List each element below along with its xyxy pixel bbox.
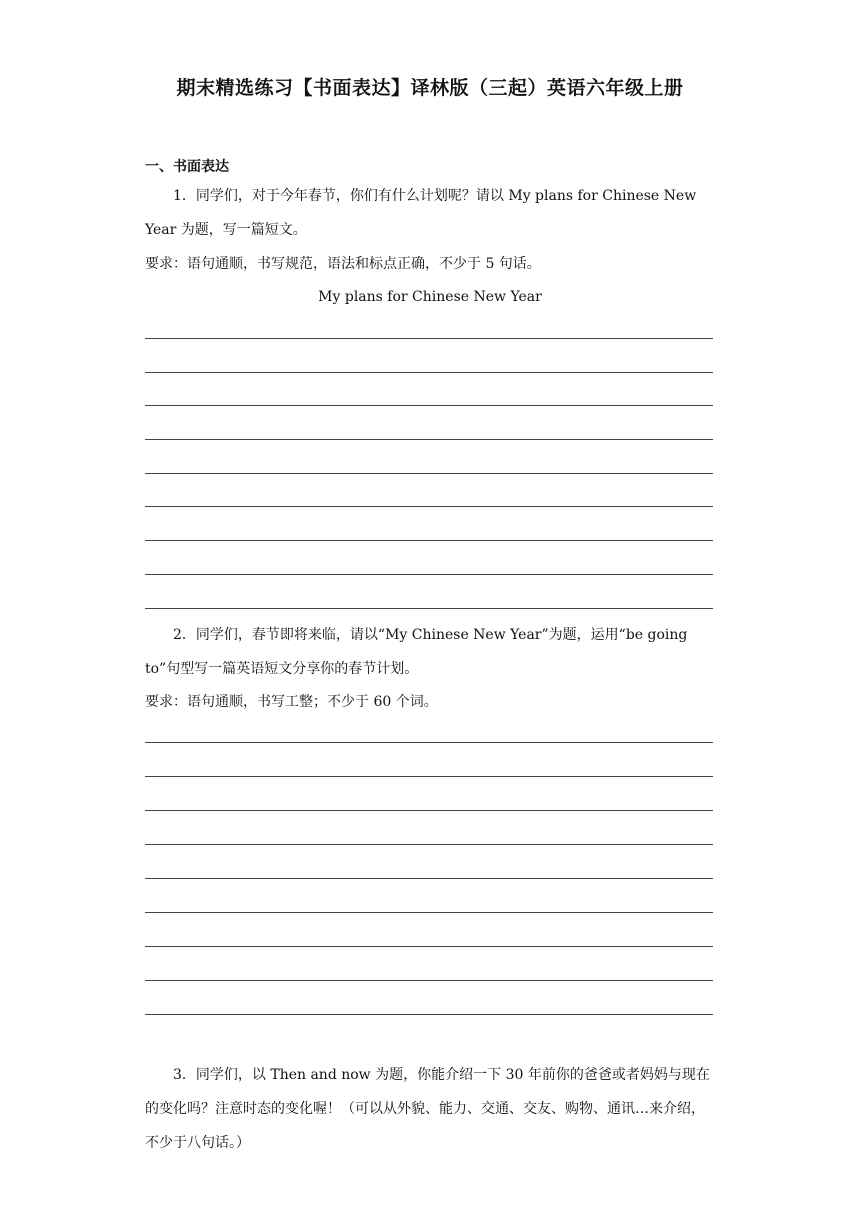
section-heading: 一、书面表达: [145, 159, 229, 175]
question-2-prompt-text: 2．同学们，春节即将来临，请以“My Chinese New Year”为题，运用“be going to”句型写一篇英语短文分享你的春节计划。: [145, 627, 688, 677]
question-1-requirement: 要求：语句通顺，书写规范，语法和标点正确，不少于 5 句话。: [145, 256, 541, 272]
writing-line[interactable]: [145, 372, 713, 373]
question-3-prompt-text: 3．同学们，以 Then and now 为题，你能介绍一下 30 年前你的爸爸或者妈妈与现在的变化吗？注意时态的变化喔！（可以从外貌、能力、交通、交友、购物、通讯…来介绍，不少于八句话。）: [145, 1067, 710, 1151]
writing-line[interactable]: [145, 405, 713, 406]
writing-line[interactable]: [145, 540, 713, 541]
question-1-prompt-text: 1．同学们，对于今年春节，你们有什么计划呢？请以 My plans for Chinese New Year 为题，写一篇短文。: [145, 188, 697, 238]
question-3-prompt: [145, 1058, 717, 1160]
writing-line[interactable]: [145, 980, 713, 981]
writing-line[interactable]: [145, 742, 713, 743]
writing-line[interactable]: [145, 878, 713, 879]
document-title: 期末精选练习【书面表达】译林版（三起）英语六年级上册: [176, 77, 684, 99]
writing-line[interactable]: [145, 946, 713, 947]
question-2-prompt: [145, 618, 717, 686]
writing-line[interactable]: [145, 776, 713, 777]
writing-line[interactable]: [145, 439, 713, 440]
writing-line[interactable]: [145, 473, 713, 474]
writing-line[interactable]: [145, 810, 713, 811]
writing-line[interactable]: [145, 574, 713, 575]
writing-line[interactable]: [145, 338, 713, 339]
question-1-essay-title: My plans for Chinese New Year: [318, 289, 542, 305]
writing-line[interactable]: [145, 1014, 713, 1015]
writing-line[interactable]: [145, 608, 713, 609]
question-2-requirement: 要求：语句通顺，书写工整；不少于 60 个词。: [145, 694, 438, 710]
writing-line[interactable]: [145, 844, 713, 845]
writing-line[interactable]: [145, 912, 713, 913]
writing-line[interactable]: [145, 506, 713, 507]
question-1-prompt: [145, 179, 717, 247]
